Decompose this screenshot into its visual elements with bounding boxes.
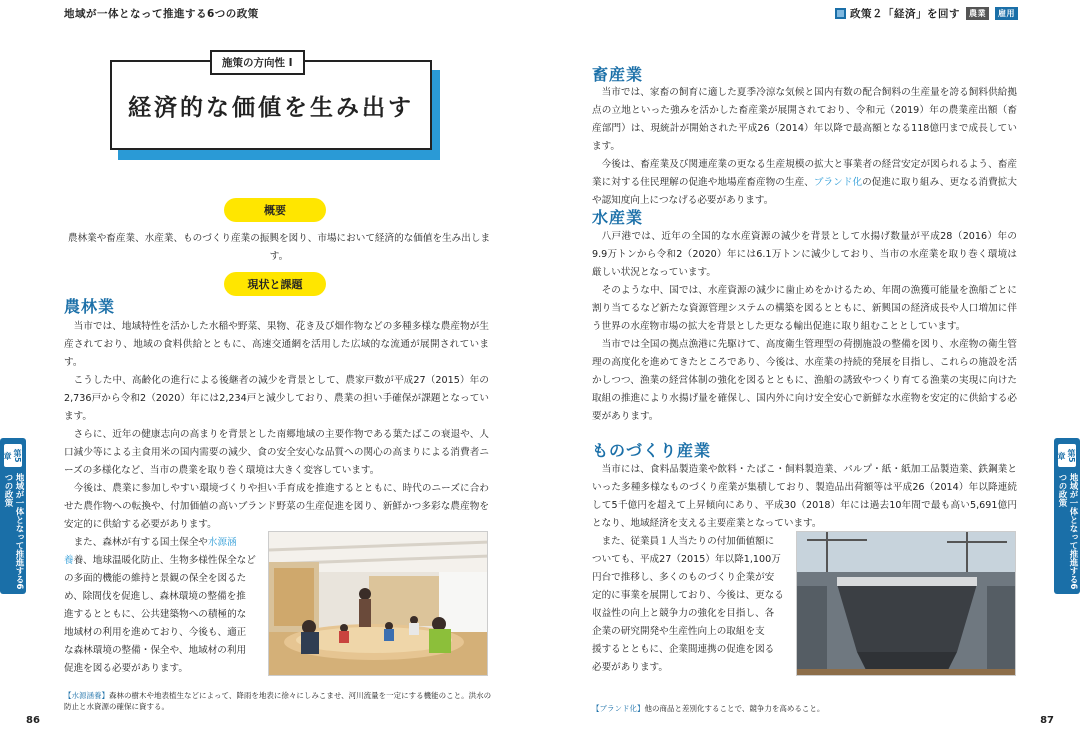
photo-ship-dry-dock <box>796 531 1016 676</box>
title-box <box>110 57 442 162</box>
agri-body <box>64 318 489 534</box>
footnote-key: 【水源涵養】 <box>64 691 109 700</box>
square-icon <box>835 8 846 19</box>
running-header-right <box>835 6 1018 21</box>
footnote-text: 他の商品と差別化することで、競争力を高めること。 <box>644 704 825 713</box>
chapter-tab-text: 地域が一体となって推進する6つの政策 <box>3 473 24 590</box>
section-heading-fishery: 水産業 <box>592 208 644 227</box>
paragraph: 今後は、農業に参加しやすい環境づくりや担い手育成を推進するとともに、時代のニーズに合わせた農作物への転換や、付加価値の高いブランド野菜の生産促進を図り、新鮮かつ多彩な農産物を安定的に供給する必要があります。 <box>64 483 489 530</box>
photo-wooden-play-room <box>268 531 488 676</box>
text-line: また、従業員１人当たりの付加価値額に <box>601 536 775 547</box>
livestock-body <box>592 84 1017 210</box>
fishery-body <box>592 228 1017 426</box>
text-line: 定的に事業を展開しており、今後は、更なる <box>592 590 784 601</box>
page-number-left: 86 <box>26 715 40 726</box>
section-heading-manufacturing: ものづくり産業 <box>592 441 712 460</box>
text-line: 進するとともに、公共建築物への積極的な <box>64 609 247 620</box>
page-number-right: 87 <box>1040 715 1054 726</box>
text-line: 地域材の利用を進めており、今後も、適正 <box>64 627 247 638</box>
text-line: 促進を図る必要があります。 <box>64 663 188 674</box>
text-line: 収益性の向上と競争力の強化を目指し、各 <box>592 608 775 619</box>
text-line: 企業の研究開発や生産性向上の取組を支 <box>592 626 765 637</box>
tag-badge: 雇用 <box>995 7 1018 20</box>
text-line: め、除間伐を促進し、森林環境の整備を推 <box>64 591 246 602</box>
tag-badge: 農業 <box>966 7 989 20</box>
section-heading-agri: 農林業 <box>64 297 116 316</box>
text-line: 養、地球温暖化防止、生物多様性保全など <box>73 555 256 566</box>
text-line: 必要があります。 <box>592 662 668 673</box>
overview-text: 農林業や畜産業、水産業、ものづくり産業の振興を図り、市場において経済的な価値を生み出します。 <box>67 233 491 262</box>
direction-label: 施策の方向性 Ⅰ <box>210 50 305 75</box>
paragraph: 当市では、家畜の飼育に適した夏季冷涼な気候と国内有数の配合飼料の生産量を誇る飼料供給拠点の立地といった強みを活かした畜産業が展開されており、令和元（2019）年の農業産出額（畜産部門）は、現統計が開始された平成26（2014）年以降で最高額となる118億円まで成長しています。 <box>592 87 1017 152</box>
running-header-left: 地域が一体となって推進する6つの政策 <box>64 8 259 20</box>
chapter-tab-right <box>1054 438 1080 594</box>
section-title: 政策２「経済」を回す <box>850 8 960 20</box>
paragraph: そのような中、国では、水産資源の減少に歯止めをかけるため、年間の漁獲可能量を漁船ごとに割り当てるなど新たな資源管理システムの構築を図るとともに、新興国の経済成長や人口増加に伴う世界の水産物市場の拡大を背景とした更なる輸出促進に取り組むこととしています。 <box>592 285 1017 332</box>
forest-paragraph <box>64 534 264 678</box>
paragraph: 当市では全国の拠点漁港に先駆けて、高度衛生管理型の荷捌施設の整備を図り、水産物の衛生管理の高度化を進めてきたところであり、今後は、水産業の持続的発展を目指し、これらの施設を活かしつつ、漁業の経営体制の強化を図るとともに、漁船の誘致やつくり育てる漁業の実現に向けた取組の推進により水揚げ量を確保し、国内外に向け安全安心で新鮮な水産物を安定的に供給する必要があります。 <box>592 339 1017 422</box>
chapter-tab-text: 地域が一体となって推進する6つの政策 <box>1057 473 1078 590</box>
text-line: な森林環境の整備・保全や、地域材の利用 <box>64 645 247 656</box>
paragraph <box>592 156 1017 210</box>
text-line: ついても、平成27（2015）年以降1,100万 <box>592 554 781 565</box>
footnote-text: 森林の樹木や地表植生などによって、降雨を地表に徐々にしみこませ、河川流量を一定にする機能のこと。洪水の防止と水資源の確保に資する。 <box>64 691 492 711</box>
paragraph: こうした中、高齢化の進行による後継者の減少を背景として、農家戸数が平成27（2015）年の2,736戸から令和2（2020）年には2,234戸と減少しており、農業の担い手確保が課題となっています。 <box>64 375 489 422</box>
paragraph: 八戸港では、近年の全国的な水産資源の減少を背景として水揚げ数量が平成28（2016）年の9.9万トンから令和2（2020）年には6.1万トンに減少しており、当市の水産業を取り巻く環境は厳しい状況となっています。 <box>592 231 1017 278</box>
term-link[interactable]: 養 <box>64 555 74 566</box>
text-line: 援するとともに、企業間連携の促進を図る <box>592 644 775 655</box>
footnote-key: 【ブランド化】 <box>592 704 645 713</box>
section-heading-livestock: 畜産業 <box>592 65 644 84</box>
chapter-badge: 第5章 <box>1058 444 1076 467</box>
text-span: の促進に取り組み、更なる消費拡大や認知度向上につなげる必要があります。 <box>592 177 1018 206</box>
manufacturing-body <box>592 461 1017 533</box>
page-title: 経済的な価値を生み出す <box>128 94 414 121</box>
footnote-left <box>64 690 494 712</box>
text-line: 円台で推移し、多くのものづくり企業が安 <box>592 572 775 583</box>
chapter-tab-left <box>0 438 26 594</box>
paragraph: さらに、近年の健康志向の高まりを背景とした南郷地域の主要作物である葉たばこの衰退や、人口減少等による主食用米の国内需要の減少、食の安全安心な品質への関心の高まりによる消費者ニーズの多様化など、当市の農業を取り巻く環境は大きく変容しています。 <box>64 429 489 476</box>
footnote-right <box>592 703 1017 714</box>
issues-badge: 現状と課題 <box>224 272 326 296</box>
paragraph: 当市には、食料品製造業や飲料・たばこ・飼料製造業、パルプ・紙・紙加工品製造業、鉄鋼業といった多種多様なものづくり産業が集積しており、製造品出荷額等は平成26（2014）年以降連続して5千億円を超えて上昇傾向にあり、平成30（2018）年には過去10年間で最も高い5,691億円となり、地域経済を支える主要産業となっています。 <box>592 464 1017 529</box>
paragraph: 当市では、地域特性を活かした水稲や野菜、果物、花き及び畑作物などの多種多様な農産物が生産されており、地域の食料供給とともに、高速交通網を活用した広域的な流通が展開されています。 <box>64 321 489 368</box>
term-link[interactable]: ブランド化 <box>813 177 863 188</box>
text-span: 今後は、畜産業及び関連産業の更なる生産規模の拡大と事業者の経営安定が図られるよう、畜産業に対する住民理解の促進や地場産畜産物の生産、 <box>592 159 1017 188</box>
chapter-badge: 第5章 <box>4 444 22 467</box>
text-line: の多面的機能の維持と景観の保全を図るた <box>64 573 247 584</box>
manufacturing-paragraph-2 <box>592 533 792 677</box>
term-link[interactable]: 水源涵 <box>207 537 237 548</box>
text-line: また、森林が有する国土保全や <box>73 537 208 548</box>
overview-badge: 概要 <box>224 198 326 222</box>
